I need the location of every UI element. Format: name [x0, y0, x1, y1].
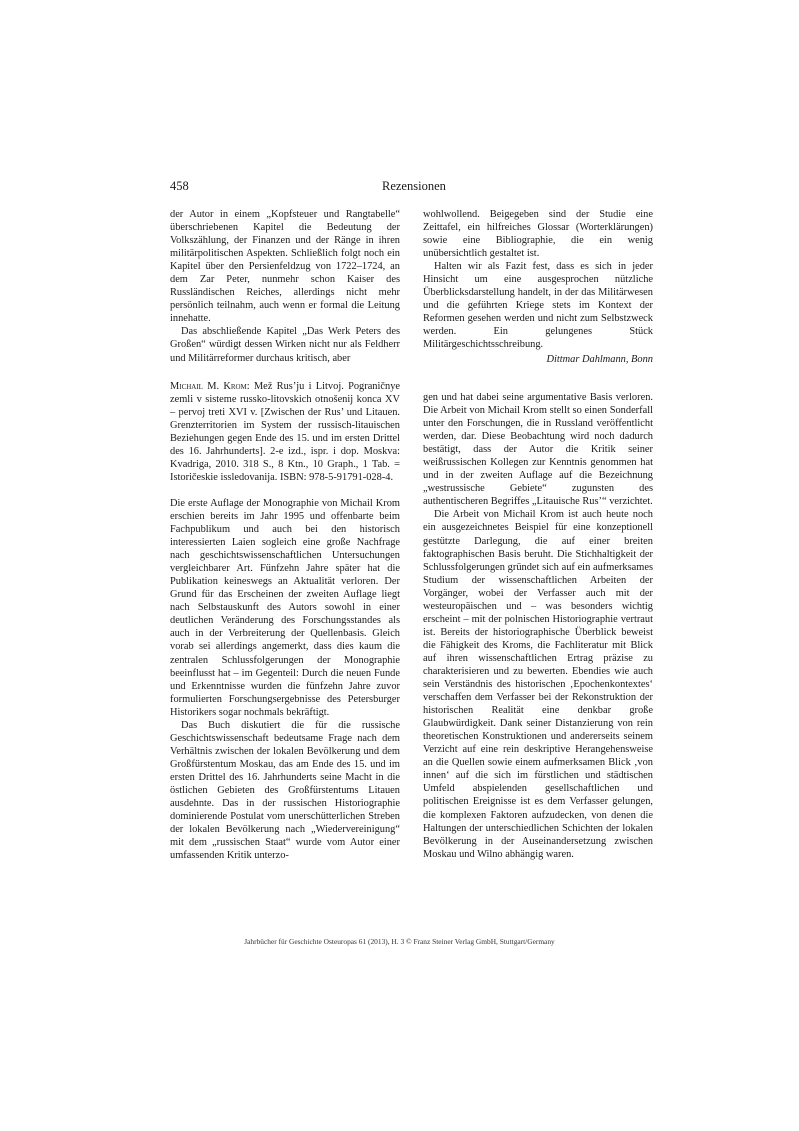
paragraph: Die erste Auflage der Monographie von Michail Krom erschien bereits im Jahr 1995 und offenbarte beim Fachpublikum und auch bei den historisch interessierten Laien sogleich eine große Nachfrage nach geschichtswissenschaftlichen Untersuchungen vergleichbarer Art. Fünfzehn Jahre später hat die Publikation keineswegs an Aktualität verloren. Der Grund für das Erscheinen der zweiten Auflage liegt nach Selbstauskunft des Autors sowohl in einer deutlichen Veränderung des Forschungsstandes als auch in der Verbreiterung der Quellenbasis. Gleich vorab sei allerdings angemerkt, dass dies kaum die zentralen Schlussfolgerungen der Monographie beeinflusst hat – im Gegenteil: Durch die neuen Funde und Erkenntnisse wurden die fünfzehn Jahre zuvor formulierten Forschungsergebnisse des Petersburger Historikers sogar nochmals bekräftigt.: [170, 497, 400, 718]
citation-text: Mež Rus’ju i Litvoj. Pograničnye zemli v sisteme russko-litovskich otnošenij konca XV – pervoj treti XVI v. [Zwischen der Rus’ und Litauen. Grenzterritorien im System der russisch-litauischen Beziehungen gegen Ende des 15. und im ersten Drittel des 16. Jahrhunderts]. 2-e izd., ispr. i dop. Moskva: Kvadriga, 2010. 318 S., 8 Ktn., 10 Graph., 1 Tab. = Istoričeskie issledovanija. ISBN: 978-5-91791-028-4.: [170, 380, 401, 483]
book-citation: [170, 380, 400, 484]
paragraph: der Autor in einem „Kopfsteuer und Rangtabelle“ überschriebenen Kapitel die Bedeutung der Volkszählung, der Finanzen und der Ränge in ihren militärpolitischen Aspekten. Schließlich folgt noch ein Kapitel über den Persienfeldzug von 1722–1724, an dem Zar Peter, nunmehr schon Kaiser des Russländischen Reiches, allerdings nicht mehr persönlich teilnahm, auch wenn er formal die Leitung innehatte.: [170, 209, 400, 325]
running-title: Rezensionen: [382, 179, 446, 193]
citation-author: Michail M. Krom:: [170, 380, 250, 392]
paragraph: Das Buch diskutiert die für die russische Geschichtswissenschaft bedeutsame Frage nach dem Verhältnis zwischen der lokalen Bevölkerung und dem Großfürstentum Moskau, das am Ende des 15. und im ersten Drittel des 16. Jahrhunderts seine Macht in die östlichen Gebieten des Großfürstentums Litauen ausdehnte. Das in der russischen Historiographie dominierende Postulat vom unerschütterlichen Streben der lokalen Bevölkerung nach „Wiedervereinigung“ mit dem „russischen Staat“ wurde vom Autor einer umfassenden Kritik unterzo-: [170, 719, 400, 862]
review-signature: Dittmar Dahlmann, Bonn: [546, 353, 653, 365]
page-number: 458: [170, 179, 189, 193]
paragraph: wohlwollend. Beigegeben sind der Studie eine Zeittafel, ein hilfreiches Glossar (Worterklärungen) sowie eine Bibliographie, die ein wenig unübersichtlich gestaltet ist.: [423, 209, 653, 260]
right-column-bottom: [423, 391, 653, 861]
paragraph: gen und hat dabei seine argumentative Basis verloren. Die Arbeit von Michail Krom stellt so einen Sonderfall unter den Forschungen, die in Russland veröffentlicht werden, dar. Diese Beobachtung wird noch dadurch bestätigt, dass der Autor die Kritik seiner weißrussischen Kollegen zur Kenntnis genommen hat und in der zweiten Auflage auf die Bezeichnung „westrussische Gebiete“ zugunsten des authentischeren Begriffes „Litauische Rus’“ verzichtet.: [423, 392, 653, 508]
left-column: [170, 208, 400, 862]
paragraph: Die Arbeit von Michail Krom ist auch heute noch ein ausgezeichnetes Beispiel für eine konzeptionell gestützte Darlegung, die auf einer breiten faktographischen Basis beruht. Die Stichhaltigkeit der Schlussfolgerungen gründet sich auf ein aufmerksames Studium der wissenschaftlichen Arbeiten der Vorgänger, wobei der Verfasser auch mit der westeuropäischen und – was besonders wichtig erscheint – mit der polnischen Historiographie vertraut ist. Bereits der historiographische Überblick beweist die Fähigkeit des Kroms, die Fachliteratur mit Blick auf ihren wissenschaftlichen Ertrag präzise zu charakterisieren und zu bewerten. Ebendies wie auch sein Verständnis des historischen ‚Epochenkontextes‘ verschaffen dem Verfasser bei der Rekonstruktion der historischen Realität eine denkbar große Glaubwürdigkeit. Dank seiner Distanzierung von rein theoretischen Konstruktionen und andererseits seinem Verzicht auf eine rein deskriptive Herangehensweise an die Quellen sowie einem aufmerksamen Blick ‚von innen‘ auf die sich im fürstlichen und städtischen Umfeld abspielenden gesellschaftlichen und politischen Ereignisse ist es dem Verfasser gelungen, die komplexen Faktoren aufzudecken, von denen die Haltungen der unterschiedlichen Schichten der lokalen Bevölkerung in der Auseinandersetzung zwischen Moskau und Wilno abhängig waren.: [423, 509, 653, 860]
right-column-top: [423, 208, 653, 366]
page-footer: Jahrbücher für Geschichte Osteuropas 61 (2013), H. 3 © Franz Steiner Verlag GmbH, Stuttgart/Germany: [244, 937, 555, 946]
paragraph: Halten wir als Fazit fest, dass es sich in jeder Hinsicht um eine ausgesprochen nützliche Überblicksdarstellung handelt, in der das Militärwesen und die geführten Kriege stets im Kontext der Reformen gesehen werden und nicht zum Selbstzweck werden. Ein gelungenes Stück Militärgeschichtsschreibung.: [423, 261, 653, 351]
paragraph: Das abschließende Kapitel „Das Werk Peters des Großen“ würdigt dessen Wirken nicht nur als Feldherr und Militärreformer durchaus kritisch, aber: [170, 326, 400, 364]
